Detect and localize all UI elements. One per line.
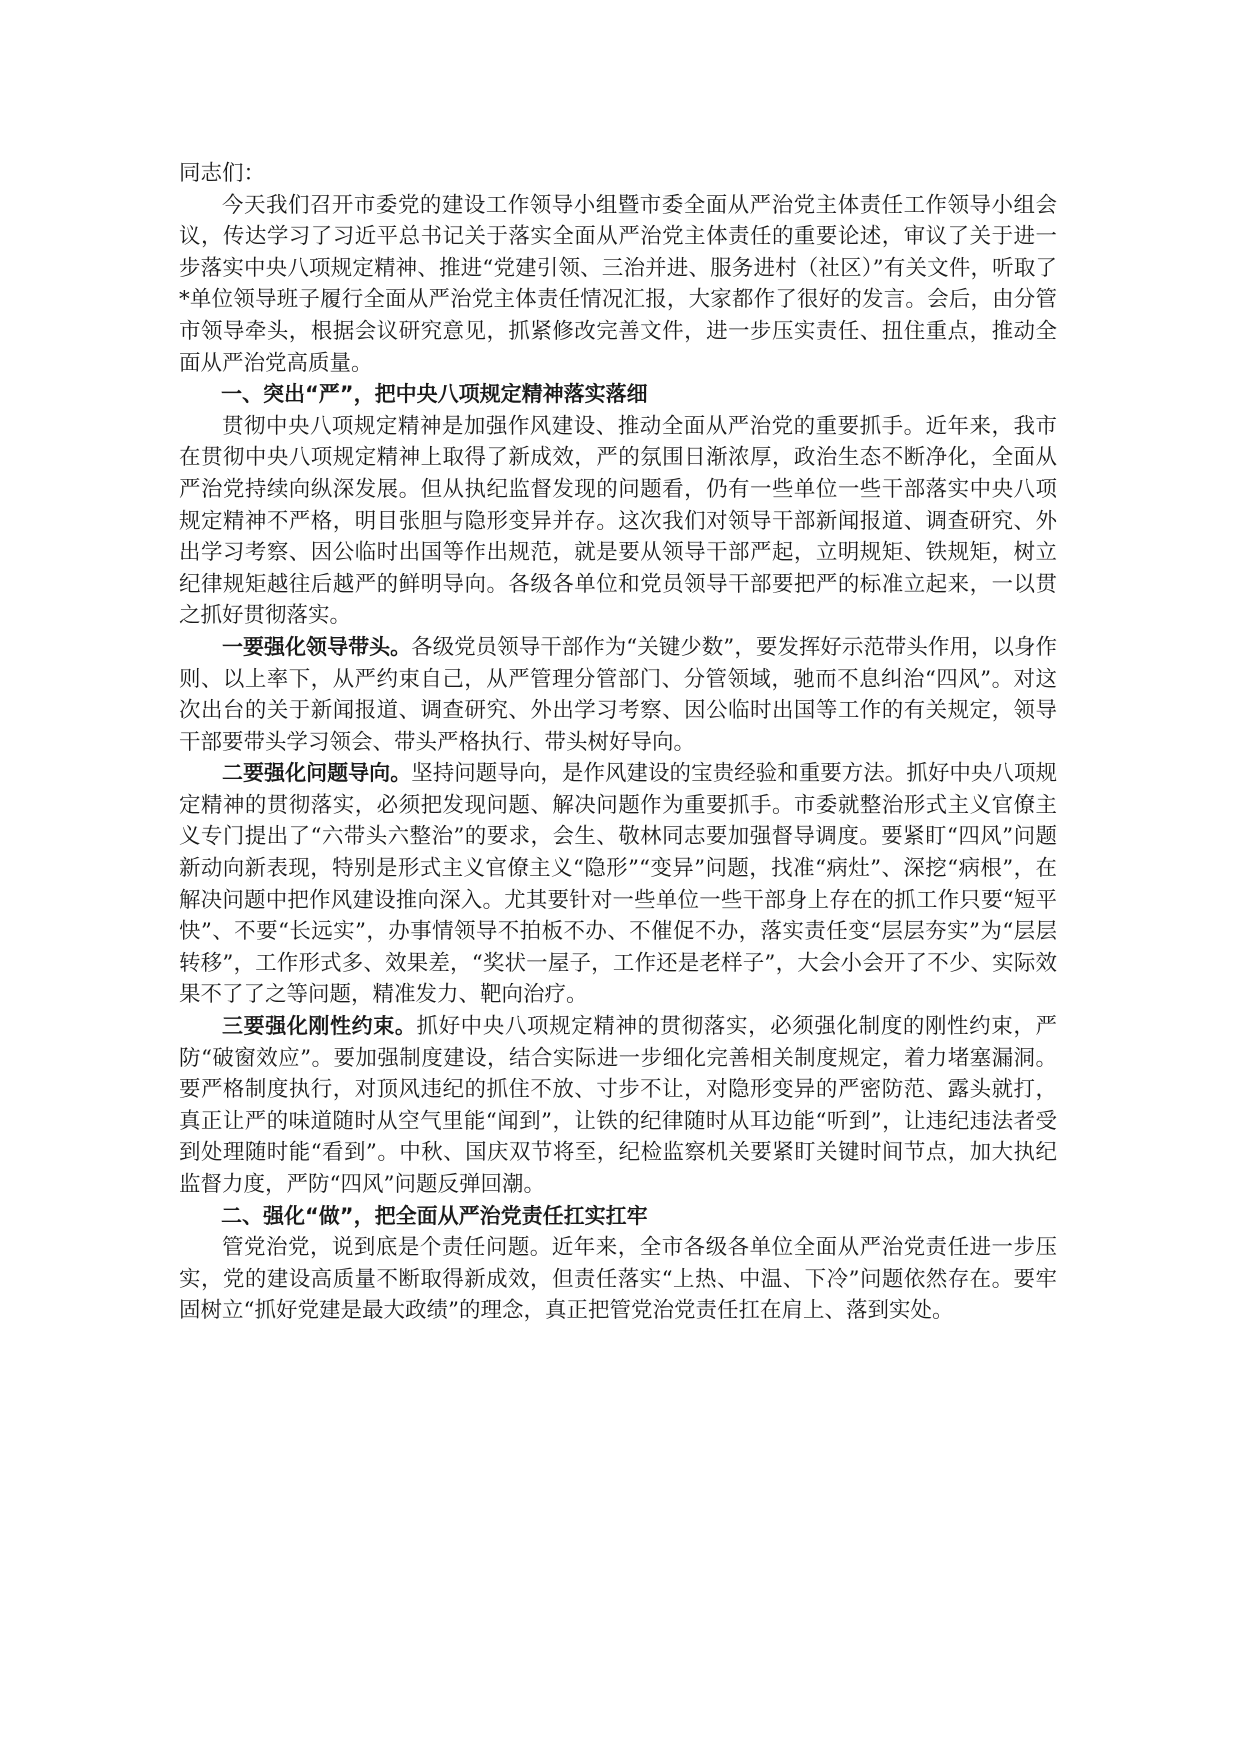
document-page — [179, 158, 1057, 1327]
salutation: 同志们： — [179, 161, 266, 186]
point-1-lead: 一要强化领导带头。 — [222, 634, 412, 659]
point-3-paragraph — [179, 1011, 1057, 1201]
section-2-heading: 二、强化“做”，把全面从严治党责任扛实扛牢 — [221, 1203, 648, 1228]
point-3-lead: 三要强化刚性约束。 — [222, 1014, 417, 1039]
point-1-text: 各级党员领导干部作为“关键少数”，要发挥好示范带头作用，以身作则、以上率下，从严约束自己，从严管理分管部门、分管领域，驰而不息纠治“四风”。对这次出台的关于新闻报道、调查研究、外出学习考察、因公临时出国等工作的有关规定，领导干部要带头学习领会、带头严格执行、带头树好导向。 — [179, 634, 1057, 755]
point-2-text: 坚持问题导向，是作风建设的宝贵经验和重要方法。抓好中央八项规定精神的贯彻落实，必须把发现问题、解决问题作为重要抓手。市委就整治形式主义官僚主义专门提出了“六带头六整治”的要求，会生、敬林同志要加强督导调度。要紧盯“四风”问题新动向新表现，特别是形式主义官僚主义“隐形”“变异”问题，找准“病灶”、深挖“病根”，在解决问题中把作风建设推向深入。尤其要针对一些单位一些干部身上存在的抓工作只要“短平快”、不要“长远实”，办事情领导不拍板不办、不催促不办，落实责任变“层层夯实”为“层层转移”，工作形式多、效果差，“奖状一屋子，工作还是老样子”，大会小会开了不少、实际效果不了了之等问题，精准发力、靶向治疗。 — [179, 761, 1057, 1008]
point-2-paragraph — [179, 758, 1057, 1011]
section-1-body: 贯彻中央八项规定精神是加强作风建设、推动全面从严治党的重要抓手。近年来，我市在贯彻中央八项规定精神上取得了新成效，严的氛围日渐浓厚，政治生态不断净化，全面从严治党持续向纵深发展。但从执纪监督发现的问题看，仍有一些单位一些干部落实中央八项规定精神不严格，明目张胆与隐形变异并存。这次我们对领导干部新闻报道、调查研究、外出学习考察、因公临时出国等作出规范，就是要从领导干部严起，立明规矩、铁规矩，树立纪律规矩越往后越严的鲜明导向。各级各单位和党员领导干部要把严的标准立起来，一以贯之抓好贯彻落实。 — [179, 413, 1057, 629]
point-3-text: 抓好中央八项规定精神的贯彻落实，必须强化制度的刚性约束，严防“破窗效应”。要加强制度建设，结合实际进一步细化完善相关制度规定，着力堵塞漏洞。要严格制度执行，对顶风违纪的抓住不放、寸步不让，对隐形变异的严密防范、露头就打，真正让严的味道随时从空气里能“闻到”，让铁的纪律随时从耳边能“听到”，让违纪违法者受到处理随时能“看到”。中秋、国庆双节将至，纪检监察机关要紧盯关键时间节点，加大执纪监督力度，严防“四风”问题反弹回潮。 — [179, 1014, 1057, 1197]
intro-paragraph: 今天我们召开市委党的建设工作领导小组暨市委全面从严治党主体责任工作领导小组会议，传达学习了习近平总书记关于落实全面从严治党主体责任的重要论述，审议了关于进一步落实中央八项规定精神、推进“党建引领、三治并进、服务进村（社区）”有关文件，听取了*单位领导班子履行全面从严治党主体责任情况汇报，大家都作了很好的发言。会后，由分管市领导牵头，根据会议研究意见，抓紧修改完善文件，进一步压实责任、扭住重点，推动全面从严治党高质量。 — [179, 192, 1057, 376]
section-1-heading: 一、突出“严”，把中央八项规定精神落实落细 — [221, 382, 648, 407]
point-1-paragraph — [179, 632, 1057, 758]
point-2-lead: 二要强化问题导向。 — [222, 761, 412, 786]
section-2-body: 管党治党，说到底是个责任问题。近年来，全市各级各单位全面从严治党责任进一步压实，党的建设高质量不断取得新成效，但责任落实“上热、中温、下冷”问题依然存在。要牢固树立“抓好党建是最大政绩”的理念，真正把管党治党责任扛在肩上、落到实处。 — [179, 1235, 1057, 1324]
